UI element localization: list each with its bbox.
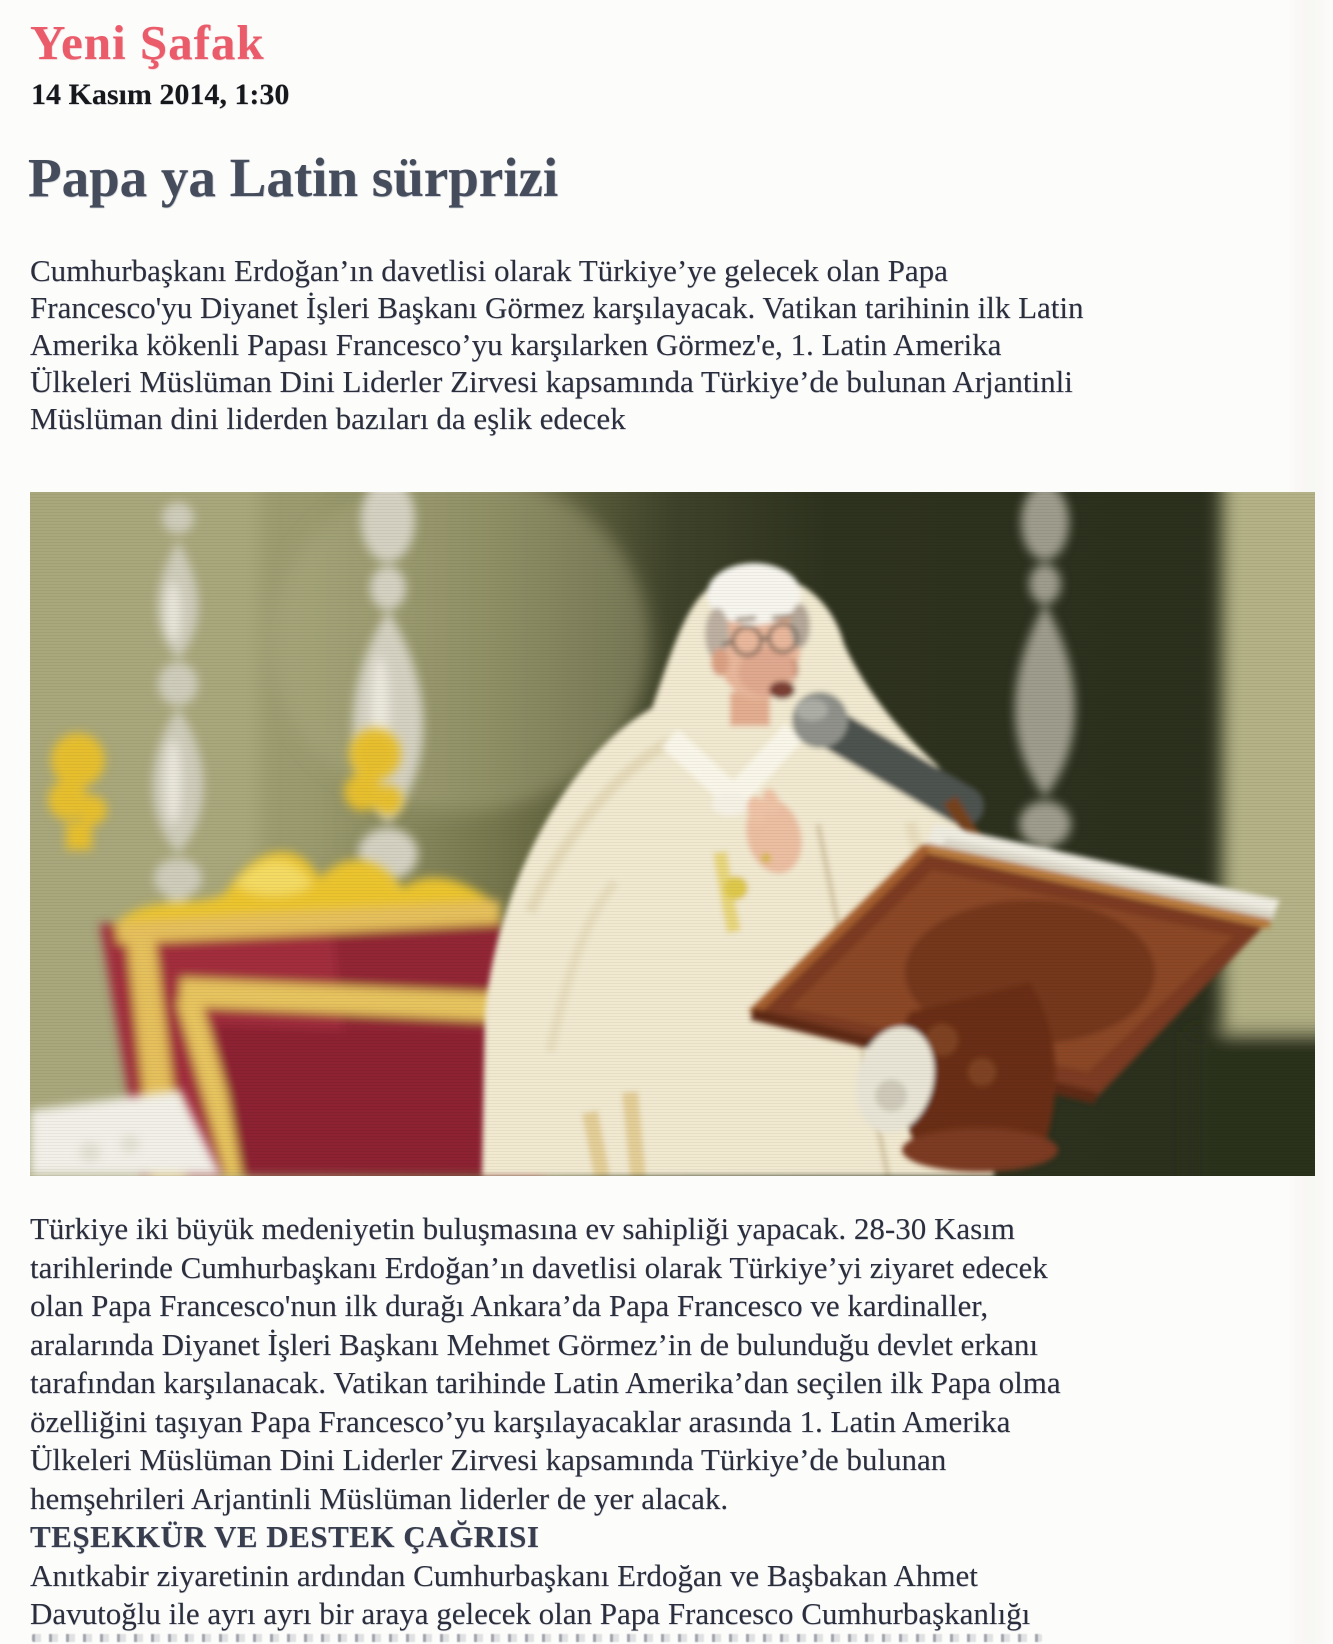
lead-line: Amerika kökenli Papası Francesco’yu karşılarken Görmez'e, 1. Latin Amerika bbox=[30, 327, 1002, 362]
lead-line: Cumhurbaşkanı Erdoğan’ın davetlisi olarak Türkiye’ye gelecek olan Papa bbox=[30, 253, 948, 288]
body-line: Anıtkabir ziyaretinin ardından Cumhurbaşkanı Erdoğan ve Başbakan Ahmet bbox=[30, 1557, 978, 1593]
body-line: özelliğini taşıyan Papa Francesco’yu karşılayacaklar arasında 1. Latin Amerika bbox=[30, 1403, 1011, 1439]
article-lead bbox=[30, 252, 1084, 437]
body-line: aralarında Diyanet İşleri Başkanı Mehmet Görmez’in de bulunduğu devlet erkanı bbox=[30, 1326, 1039, 1362]
article-photo bbox=[30, 492, 1315, 1176]
article-date: 14 Kasım 2014, 1:30 bbox=[31, 78, 290, 111]
lead-line: Francesco'yu Diyanet İşleri Başkanı Görmez karşılayacak. Vatikan tarihinin ilk Latin bbox=[30, 290, 1084, 325]
body-line: Davutoğlu ile ayrı ayrı bir araya gelecek olan Papa Francesco Cumhurbaşkanlığı bbox=[30, 1596, 1031, 1631]
clipped-text-line bbox=[32, 1634, 1042, 1642]
body-line: olan Papa Francesco'nun ilk durağı Ankara’da Papa Francesco ve kardinaller, bbox=[30, 1288, 989, 1323]
lead-line: Müslüman dini liderden bazıları da eşlik edecek bbox=[30, 401, 626, 436]
body-line: Ülkeleri Müslüman Dini Liderler Zirvesi kapsamında Türkiye’de bulunan bbox=[30, 1442, 947, 1477]
newspaper-logo: Yeni Şafak bbox=[30, 15, 265, 70]
lead-line: Ülkeleri Müslüman Dini Liderler Zirvesi kapsamında Türkiye’de bulunan Arjantinli bbox=[30, 364, 1073, 399]
body-line: hemşehrileri Arjantinli Müslüman liderler de yer alacak. bbox=[30, 1480, 729, 1516]
article-subhead: TEŞEKKÜR VE DESTEK ÇAĞRISI bbox=[30, 1519, 540, 1554]
pope-francis-photo-illustration bbox=[30, 492, 1315, 1176]
article-headline: Papa ya Latin sürprizi bbox=[28, 147, 559, 208]
article-body bbox=[30, 1210, 1061, 1634]
body-line: tarafından karşılanacak. Vatikan tarihinde Latin Amerika’dan seçilen ilk Papa olma bbox=[30, 1365, 1061, 1400]
body-line: Türkiye iki büyük medeniyetin buluşmasına ev sahipliği yapacak. 28-30 Kasım bbox=[30, 1211, 1015, 1246]
body-line: tarihlerinde Cumhurbaşkanı Erdoğan’ın davetlisi olarak Türkiye’yi ziyaret edecek bbox=[30, 1249, 1048, 1285]
